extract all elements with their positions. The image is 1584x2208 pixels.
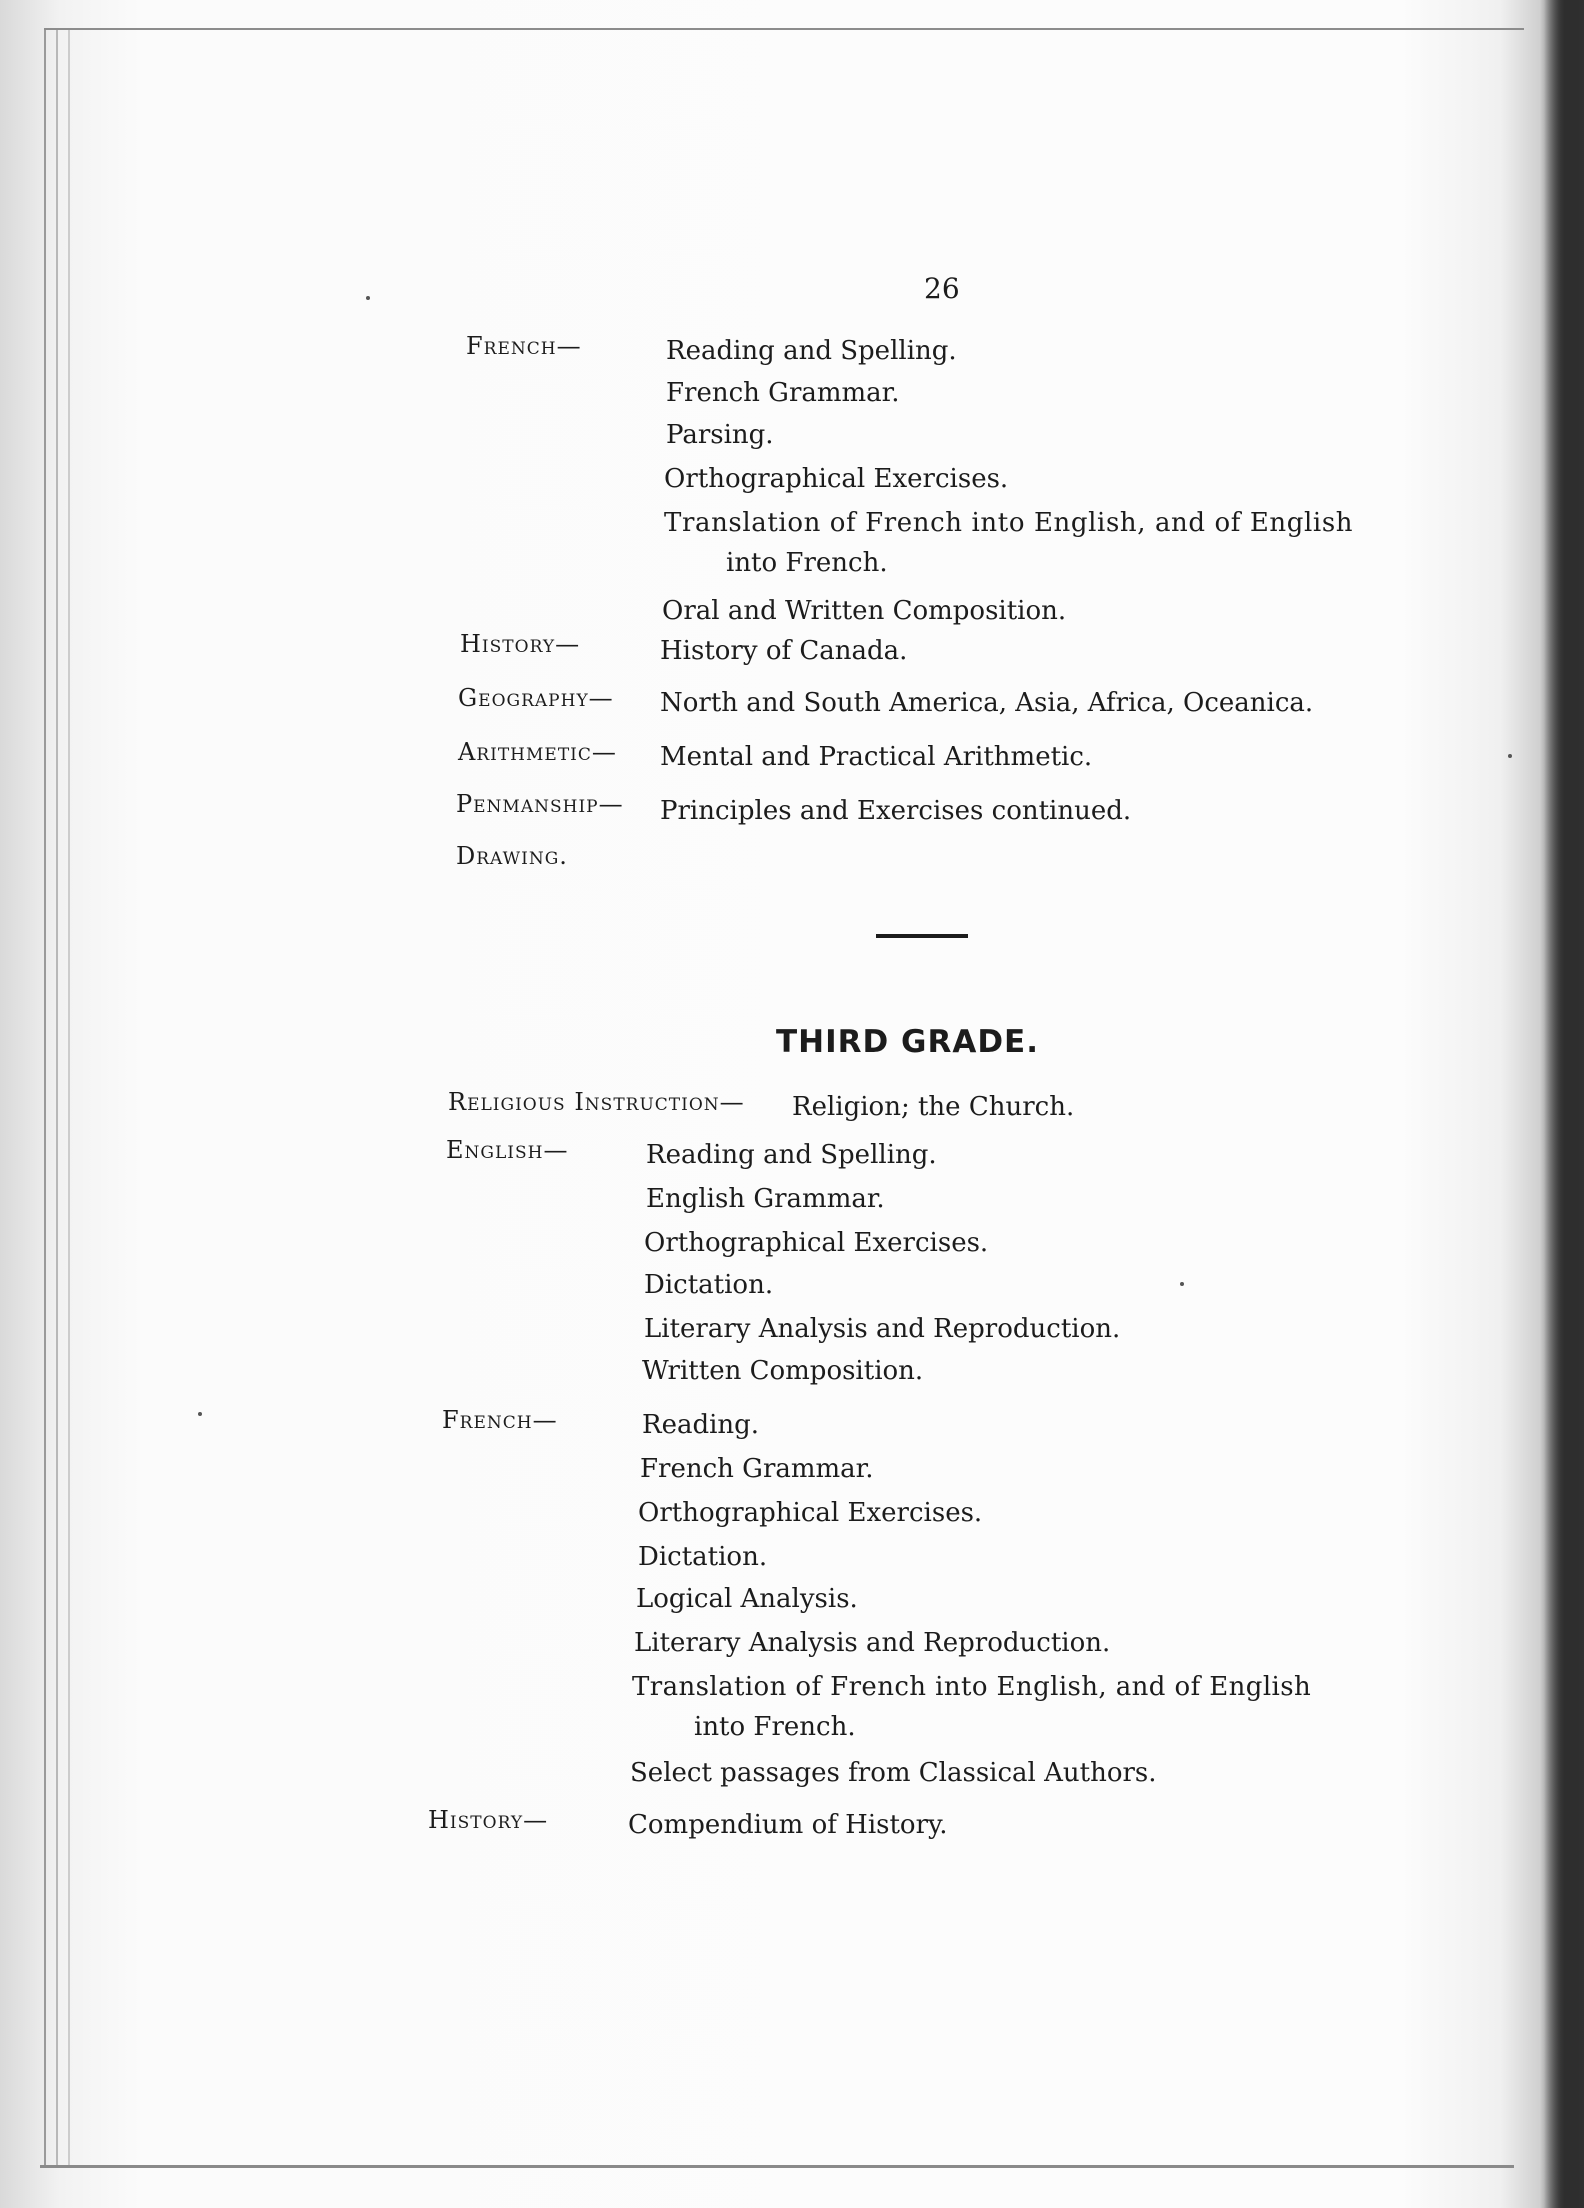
history-text: Compendium of History.	[628, 1810, 948, 1840]
french-item-continued: into French.	[726, 548, 888, 578]
french-item: Reading.	[642, 1410, 760, 1440]
geography-text: North and South America, Asia, Africa, Oceanica.	[660, 688, 1314, 718]
religious-label: Religious Instruction—	[448, 1088, 745, 1116]
drawing-label: Drawing.	[456, 842, 568, 870]
history-label: History—	[428, 1806, 549, 1834]
english-item: Dictation.	[644, 1270, 774, 1300]
french-item: Translation of French into English, and of English	[664, 508, 1354, 538]
french-item: Orthographical Exercises.	[664, 464, 1009, 494]
french-item: Orthographical Exercises.	[638, 1498, 983, 1528]
scan-speck	[198, 1412, 202, 1416]
page-bottom-edge	[40, 2165, 1514, 2168]
page-stack-edge	[68, 30, 70, 2168]
page-top-edge	[44, 28, 1524, 30]
penmanship-label: Penmanship—	[456, 790, 624, 818]
page-stack-edge	[44, 30, 46, 2168]
english-label: English—	[446, 1136, 569, 1164]
french-item: Translation of French into English, and of English	[632, 1672, 1312, 1702]
scan-speck	[366, 296, 370, 300]
french-item: French Grammar.	[666, 378, 900, 408]
geography-label: Geography—	[458, 684, 614, 712]
arithmetic-label: Arithmetic—	[458, 738, 617, 766]
french-item: Logical Analysis.	[636, 1584, 858, 1614]
section-heading: THIRD GRADE.	[776, 1024, 1040, 1060]
english-item: Orthographical Exercises.	[644, 1228, 989, 1258]
penmanship-text: Principles and Exercises continued.	[660, 796, 1132, 826]
scan-speck	[1508, 754, 1512, 758]
arithmetic-text: Mental and Practical Arithmetic.	[660, 742, 1093, 772]
french-item: Parsing.	[666, 420, 774, 450]
french-item: Oral and Written Composition.	[662, 596, 1067, 626]
religious-text: Religion; the Church.	[792, 1092, 1075, 1122]
french-item: Literary Analysis and Reproduction.	[634, 1628, 1111, 1658]
french-item: Dictation.	[638, 1542, 768, 1572]
french-label: French—	[466, 332, 582, 360]
english-item: Literary Analysis and Reproduction.	[644, 1314, 1121, 1344]
history-label: History—	[460, 630, 581, 658]
english-item: Written Composition.	[642, 1356, 924, 1386]
french-label: French—	[442, 1406, 558, 1434]
french-item: Select passages from Classical Authors.	[630, 1758, 1157, 1788]
binding-shadow	[1544, 0, 1584, 2208]
section-divider	[876, 934, 968, 938]
english-item: Reading and Spelling.	[646, 1140, 937, 1170]
french-item: French Grammar.	[640, 1454, 874, 1484]
scan-speck	[1180, 1282, 1184, 1286]
page-stack-edge	[56, 30, 58, 2168]
history-text: History of Canada.	[660, 636, 908, 666]
page-number: 26	[924, 272, 960, 305]
english-item: English Grammar.	[646, 1184, 885, 1214]
french-item: Reading and Spelling.	[666, 336, 957, 366]
french-item-continued: into French.	[694, 1712, 856, 1742]
